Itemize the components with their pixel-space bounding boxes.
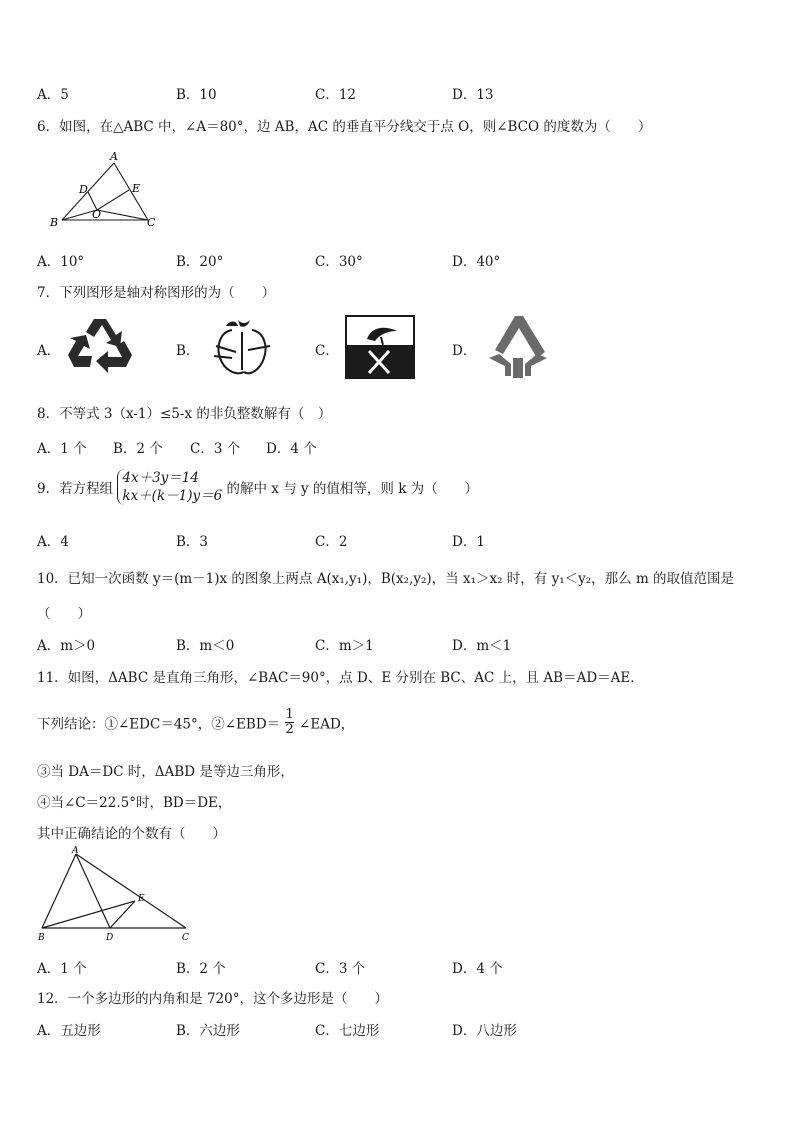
q11-prompt: 其中正确结论的个数有（ ）	[37, 826, 226, 842]
q11-label-b: B	[38, 933, 45, 943]
q10-answer-paren: （ ）	[37, 606, 91, 622]
q11-conclusion-4: ④当∠C＝22.5°时，BD＝DE，	[37, 795, 232, 811]
q6-label-a: A	[110, 150, 118, 163]
q6-option-b: B．20°	[176, 254, 224, 270]
q9-equation-1: 4x＋3y＝14	[122, 470, 199, 486]
q12-option-b: B．六边形	[176, 1023, 240, 1039]
q6-label-e: E	[132, 182, 141, 195]
q5-option-a: A．5	[37, 87, 69, 103]
q11-question: 11．如图，ΔABC 是直角三角形，∠BAC＝90°，点 D、E 分别在 BC、AC 上，且 AB＝AD＝AE．	[37, 670, 644, 686]
q11-label-e: E	[138, 894, 145, 904]
q7-option-c-letter: C．	[315, 343, 339, 359]
q10-option-d: D．m＜1	[452, 638, 512, 654]
q12-option-d: D．八边形	[452, 1023, 517, 1039]
q11-label-d: D	[106, 933, 114, 943]
q6-option-d: D．40°	[452, 254, 501, 270]
q10-option-a: A．m＞0	[37, 638, 96, 654]
q12-question: 12．一个多边形的内角和是 720°，这个多边形是（ ）	[37, 991, 388, 1007]
apple-core-icon	[206, 316, 278, 380]
q11-option-c: C．3 个	[315, 961, 366, 977]
q11-option-a: A．1 个	[37, 961, 87, 977]
q6-option-a: A．10°	[37, 254, 85, 270]
q6-question: 6．如图，在△ABC 中，∠A＝80°，边 AB，AC 的垂直平分线交于点 O，则∠BCO 的度数为（ ）	[37, 119, 652, 135]
q11-line1-suffix: ∠EAD，	[299, 716, 355, 733]
q6-label-d: D	[79, 183, 88, 196]
q6-label-o: O	[92, 208, 102, 221]
q8-option-a: A．1 个	[37, 441, 87, 457]
bin-sign-icon	[345, 315, 415, 379]
q8-option-c: C．3 个	[190, 441, 241, 457]
q10-question: 10．已知一次函数 y＝(m－1)x 的图象上两点 A(x₁,y₁)，B(x₂,y₂)，当 x₁＞x₂ 时，有 y₁＜y₂，那么 m 的取值范围是	[37, 571, 735, 587]
q7-option-a-letter: A．	[37, 343, 61, 359]
q6-triangle-figure	[45, 148, 165, 230]
q9-option-a: A．4	[37, 534, 69, 550]
triangle-arrows-icon	[485, 314, 551, 380]
recycle-icon	[64, 315, 136, 377]
q8-option-d: D．4 个	[266, 441, 317, 457]
q12-option-a: A．五边形	[37, 1023, 101, 1039]
q8-option-b: B．2 个	[113, 441, 163, 457]
q5-option-b: B．10	[176, 87, 217, 103]
q11-label-c: C	[182, 933, 189, 943]
q7-option-b-letter: B．	[176, 343, 200, 359]
q9-prefix: 9．若方程组	[37, 481, 114, 497]
q9-option-b: B．3	[176, 534, 209, 550]
q11-label-a: A	[72, 846, 79, 856]
q11-fraction	[285, 708, 293, 737]
q11-line1-prefix: 下列结论：①∠EDC＝45°，②∠EBD＝	[37, 716, 281, 733]
q10-option-b: B．m＜0	[176, 638, 235, 654]
q5-option-c: C．12	[315, 87, 357, 103]
q9-equation-system	[117, 469, 222, 505]
q11-fraction-numerator: 1	[285, 707, 294, 722]
q6-option-c: C．30°	[315, 254, 363, 270]
q9-option-d: D．1	[452, 534, 485, 550]
q11-right-triangle-figure	[34, 846, 196, 944]
q9-equation-2: kx＋(k－1)y＝6	[122, 488, 223, 504]
q11-option-d: D．4 个	[452, 961, 503, 977]
q6-label-b: B	[50, 216, 59, 229]
q9-option-c: C．2	[315, 534, 348, 550]
q8-question: 8．不等式 3（x-1）≤5-x 的非负整数解有（ ）	[37, 406, 332, 422]
q11-fraction-denominator: 2	[285, 722, 294, 737]
q5-option-d: D．13	[452, 87, 494, 103]
q11-option-b: B．2 个	[176, 961, 226, 977]
q11-conclusion-3: ③当 DA＝DC 时，ΔABD 是等边三角形，	[37, 764, 294, 780]
q7-option-d-letter: D．	[452, 343, 477, 359]
q11-conclusions-line1	[37, 708, 354, 737]
q12-option-c: C．七边形	[315, 1023, 380, 1039]
q6-label-c: C	[147, 216, 156, 229]
q7-question: 7．下列图形是轴对称图形的为（ ）	[37, 285, 276, 301]
q9-suffix: 的解中 x 与 y 的值相等，则 k 为（ ）	[226, 481, 479, 497]
q9-question	[37, 469, 478, 505]
q10-option-c: C．m＞1	[315, 638, 374, 654]
